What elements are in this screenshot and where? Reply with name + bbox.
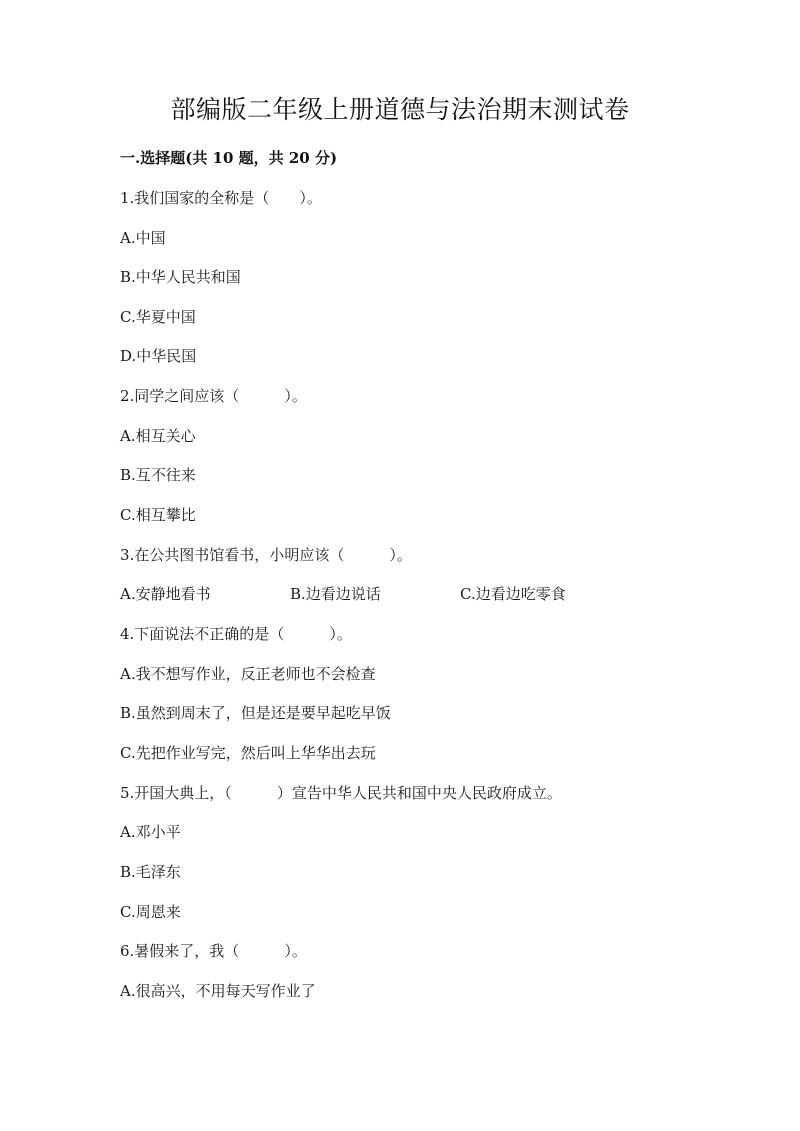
question-5-option-a: A.邓小平 [120,823,181,841]
question-stem-6: 6.暑假来了，我（ ）。 [120,942,307,960]
section-heading: 一.选择题(共 10 题，共 20 分) [120,149,338,167]
question-1-option-a: A.中国 [120,229,166,247]
question-1-option-d: D.中华民国 [120,347,197,365]
question-2-option-c: C.相互攀比 [120,506,196,524]
question-4-option-b: B.虽然到周末了，但是还是要早起吃早饭 [120,704,391,722]
question-2-option-b: B.互不往来 [120,466,196,484]
question-stem-4: 4.下面说法不正确的是（ ）。 [120,625,352,643]
question-3-option-b: B.边看边说话 [290,585,381,603]
question-3-option-c: C.边看边吃零食 [460,585,566,603]
question-stem-3: 3.在公共图书馆看书，小明应该（ ）。 [120,546,412,564]
question-3-option-a: A.安静地看书 [120,585,211,603]
question-6-option-a: A.很高兴，不用每天写作业了 [120,982,316,1000]
question-2-option-a: A.相互关心 [120,427,196,445]
page-title: 部编版二年级上册道德与法治期末测试卷 [170,95,630,124]
question-stem-1: 1.我们国家的全称是（ ）。 [120,189,322,207]
question-4-option-c: C.先把作业写完，然后叫上华华出去玩 [120,744,376,762]
question-stem-2: 2.同学之间应该（ ）。 [120,387,307,405]
question-1-option-c: C.华夏中国 [120,308,196,326]
question-5-option-b: B.毛泽东 [120,863,181,881]
question-1-option-b: B.中华人民共和国 [120,268,241,286]
question-stem-5: 5.开国大典上，（ ）宣告中华人民共和国中央人民政府成立。 [120,784,562,802]
question-4-option-a: A.我不想写作业，反正老师也不会检查 [120,665,376,683]
question-5-option-c: C.周恩来 [120,903,181,921]
